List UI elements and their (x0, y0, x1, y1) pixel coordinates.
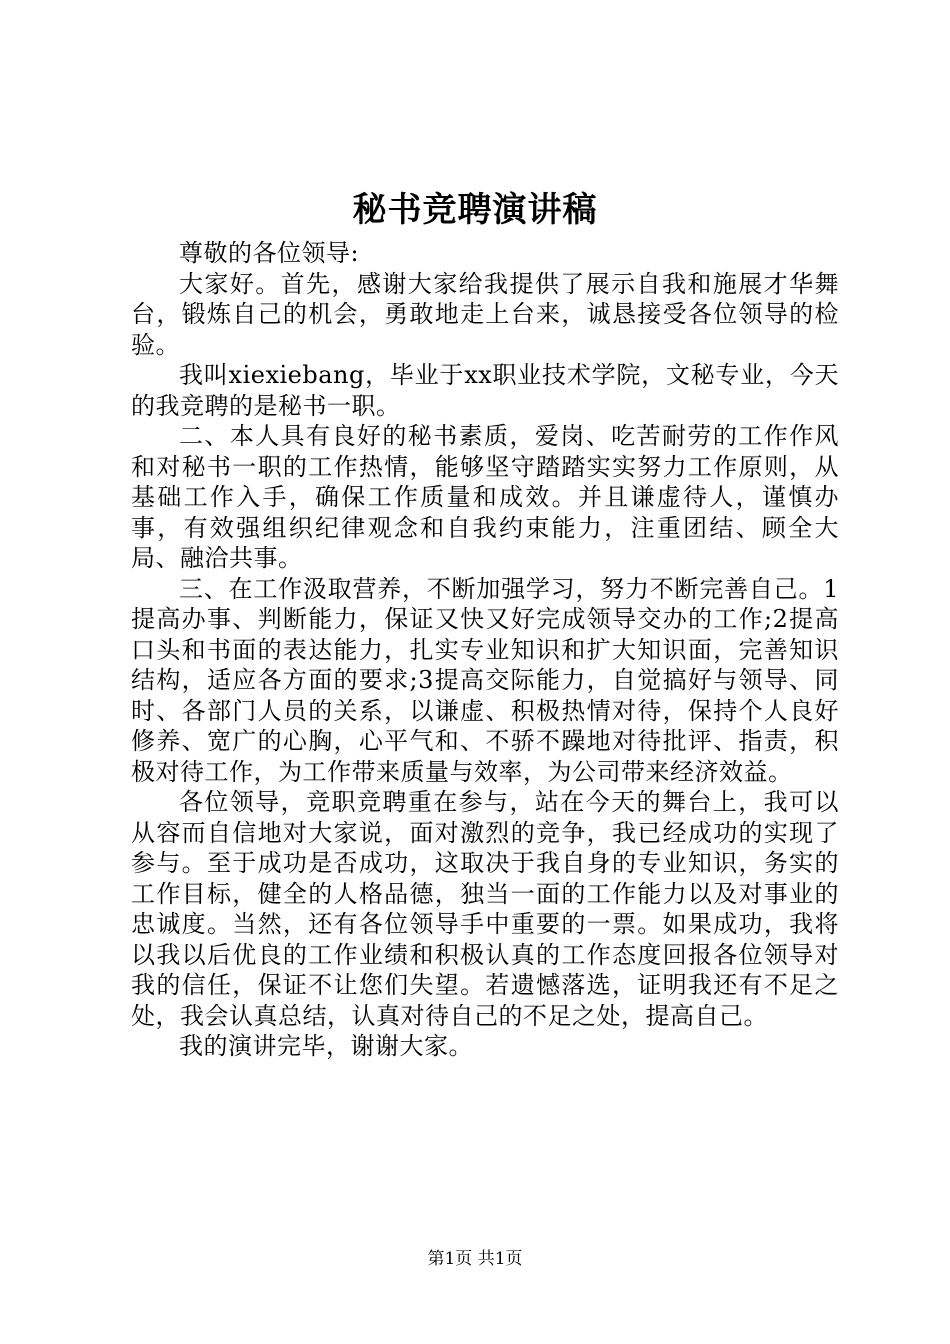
document-title: 秘书竞聘演讲稿 (352, 190, 598, 230)
thanks-paragraph: 我的演讲完毕，谢谢大家。 (179, 1032, 473, 1060)
qualities-paragraph: 二、本人具有良好的秘书素质，爱岗、吃苦耐劳的工作作风和对秘书一职的工作热情，能够坚守踏踏实实努力工作原则，从基础工作入手，确保工作质量和成效。并且谦虚待人，谨慎办事，有效强组织纪律观念和自我约束能力，注重团结、顾全大局、融洽共事。 (131, 422, 839, 572)
closing-argument-paragraph: 各位领导，竞职竞聘重在参与，站在今天的舞台上，我可以从容而自信地对大家说，面对激烈的竞争，我已经成功的实现了参与。至于成功是否成功，这取决于我自身的专业知识，务实的工作目标，健全的人格品德，独当一面的工作能力以及对事业的忠诚度。当然，还有各位领导手中重要的一票。如果成功，我将以我以后优良的工作业绩和积极认真的工作态度回报各位领导对我的信任，保证不让您们失望。若遗憾落选，证明我还有不足之处，我会认真总结，认真对待自己的不足之处，提高自己。 (131, 788, 839, 1030)
document-body (131, 238, 839, 1062)
salutation-paragraph: 尊敬的各位领导: (179, 239, 360, 267)
introduction-paragraph: 我叫xiexiebang，毕业于xx职业技术学院，文秘专业，今天的我竞聘的是秘书一职。 (131, 361, 839, 420)
page-number-footer: 第1页 共1页 (427, 1249, 523, 1269)
greeting-paragraph: 大家好。首先，感谢大家给我提供了展示自我和施展才华舞台，锻炼自己的机会，勇敢地走上台来，诚恳接受各位领导的检验。 (131, 269, 839, 359)
improvement-paragraph: 三、在工作汲取营养，不断加强学习，努力不断完善自己。1提高办事、判断能力，保证又快又好完成领导交办的工作;2提高口头和书面的表达能力，扎实专业知识和扩大知识面，完善知识结构，适应各方面的要求;3提高交际能力，自觉搞好与领导、同时、各部门人员的关系，以谦虚、积极热情对待，保持个人良好修养、宽广的心胸，心平气和、不骄不躁地对待批评、指责，积极对待工作，为工作带来质量与效率，为公司带来经济效益。 (131, 574, 839, 786)
